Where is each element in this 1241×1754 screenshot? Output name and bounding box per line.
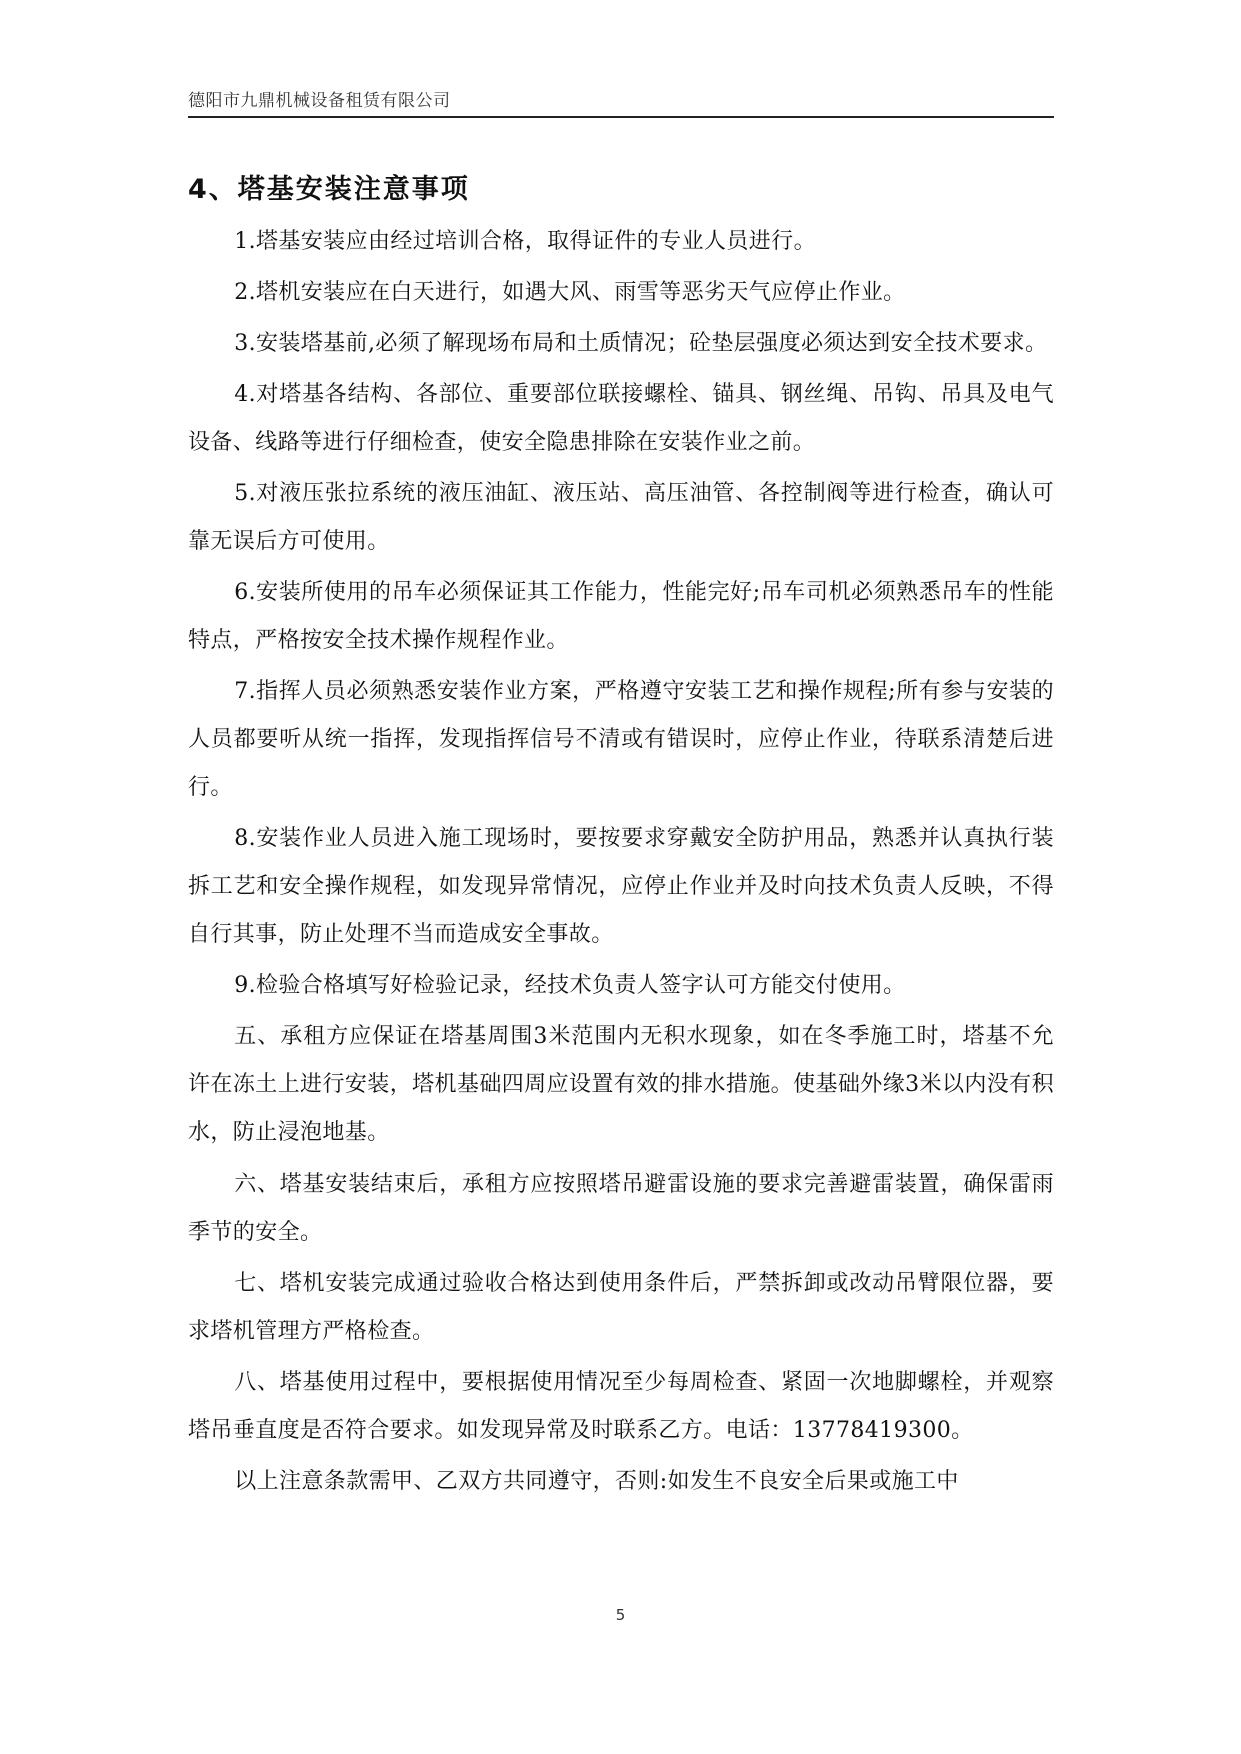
paragraph: 4.对塔基各结构、各部位、重要部位联接螺栓、锚具、钢丝绳、吊钩、吊具及电气设备、线路等进行仔细检查，使安全隐患排除在安装作业之前。 (188, 382, 1054, 455)
company-header: 德阳市九鼎机械设备租赁有限公司 (188, 91, 451, 111)
paragraph: 7.指挥人员必须熟悉安装作业方案，严格遵守安装工艺和操作规程;所有参与安装的人员都要听从统一指挥，发现指挥信号不清或有错误时，应停止作业，待联系清楚后进行。 (188, 679, 1054, 800)
paragraph: 以上注意条款需甲、乙双方共同遵守，否则:如发生不良安全后果或施工中 (234, 1469, 959, 1494)
document-body (188, 218, 1054, 1509)
paragraph: 七、塔机安装完成通过验收合格达到使用条件后，严禁拆卸或改动吊臂限位器，要求塔机管理方严格检查。 (188, 1271, 1054, 1344)
paragraph: 1.塔基安装应由经过培训合格，取得证件的专业人员进行。 (234, 229, 816, 254)
paragraph: 6.安装所使用的吊车必须保证其工作能力，性能完好;吊车司机必须熟悉吊车的性能特点，严格按安全技术操作规程作业。 (188, 580, 1054, 653)
paragraph: 八、塔基使用过程中，要根据使用情况至少每周检查、紧固一次地脚螺栓，并观察塔吊垂直度是否符合要求。如发现异常及时联系乙方。电话：13778419300。 (188, 1370, 1054, 1443)
page-number: 5 (615, 1606, 626, 1624)
paragraph: 3.安装塔基前,必须了解现场布局和土质情况；砼垫层强度必须达到安全技术要求。 (234, 331, 1048, 356)
header-rule (188, 116, 1054, 118)
paragraph: 2.塔机安装应在白天进行，如遇大风、雨雪等恶劣天气应停止作业。 (234, 280, 906, 305)
paragraph: 五、承租方应保证在塔基周围3米范围内无积水现象，如在冬季施工时，塔基不允许在冻土上进行安装，塔机基础四周应设置有效的排水措施。使基础外缘3米以内没有积水，防止浸泡地基。 (188, 1024, 1054, 1145)
paragraph: 8.安装作业人员进入施工现场时，要按要求穿戴安全防护用品，熟悉并认真执行装拆工艺和安全操作规程，如发现异常情况，应停止作业并及时向技术负责人反映，不得自行其事，防止处理不当而造成安全事故。 (188, 826, 1054, 947)
paragraph: 9.检验合格填写好检验记录，经技术负责人签字认可方能交付使用。 (234, 973, 906, 998)
paragraph: 5.对液压张拉系统的液压油缸、液压站、高压油管、各控制阀等进行检查，确认可靠无误后方可使用。 (188, 481, 1054, 554)
paragraph: 六、塔基安装结束后，承租方应按照塔吊避雷设施的要求完善避雷装置，确保雷雨季节的安全。 (188, 1172, 1054, 1245)
section-title: 4、塔基安装注意事项 (188, 174, 470, 205)
